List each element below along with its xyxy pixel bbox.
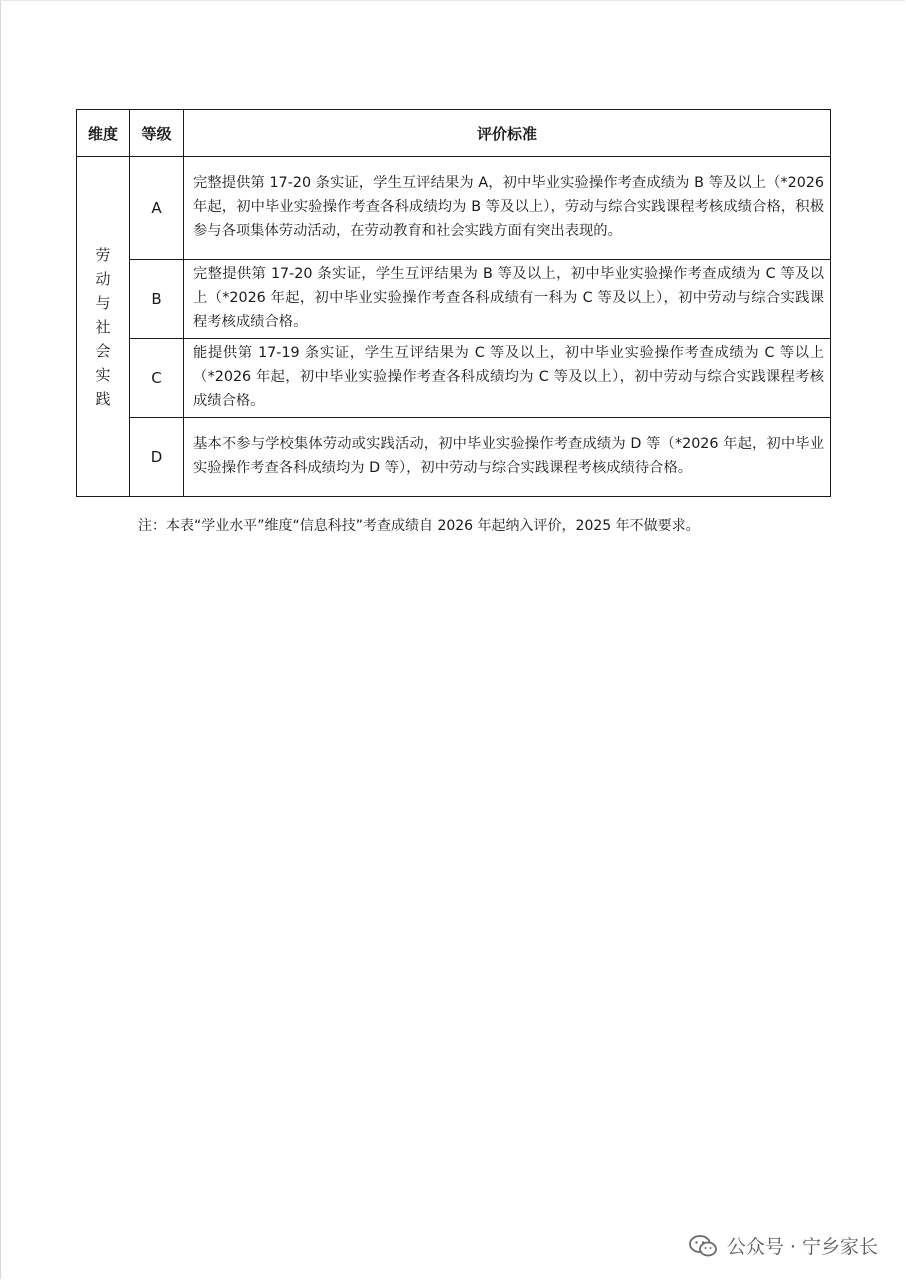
criteria-cell: 完整提供第 17-20 条实证，学生互评结果为 A，初中毕业实验操作考查成绩为 B 等及以上（*2026 年起，初中毕业实验操作考查各科成绩均为 B 等及以上），劳动与综合实践课程考核成绩合格，积极参与各项集体劳动活动，在劳动教育和社会实践方面有突出表现的。 [184,157,831,260]
table-note: 注：本表“学业水平”维度“信息科技”考查成绩自 2026 年起纳入评价，2025 年不做要求。 [138,518,700,534]
header-dimension: 维度 [77,110,130,157]
grade-cell: D [130,418,184,497]
criteria-cell: 能提供第 17-19 条实证，学生互评结果为 C 等及以上，初中毕业实验操作考查成绩为 C 等以上（*2026 年起，初中毕业实验操作考查各科成绩均为 C 等及以上），初中劳动与综合实践课程考核成绩合格。 [184,339,831,418]
dimension-label: 劳动与社会实践 [95,245,111,408]
header-criteria: 评价标准 [184,110,831,157]
table-header-row [77,110,831,157]
wechat-icon [689,1235,717,1257]
table-row [77,157,831,260]
header-grade: 等级 [130,110,184,157]
criteria-table [76,109,831,497]
criteria-cell: 基本不参与学校集体劳动或实践活动，初中毕业实验操作考查成绩为 D 等（*2026 年起，初中毕业实验操作考查各科成绩均为 D 等），初中劳动与综合实践课程考核成绩待合格。 [184,418,831,497]
grade-cell: C [130,339,184,418]
table-row [77,339,831,418]
criteria-cell: 完整提供第 17-20 条实证，学生互评结果为 B 等及以上，初中毕业实验操作考查成绩为 C 等及以上（*2026 年起，初中毕业实验操作考查各科成绩有一科为 C 等及以上），初中劳动与综合实践课程考核成绩合格。 [184,260,831,339]
grade-cell: B [130,260,184,339]
table-row [77,418,831,497]
grade-cell: A [130,157,184,260]
table-row [77,260,831,339]
dimension-cell [77,157,130,497]
watermark-text: 公众号 · 宁乡家长 [726,1236,878,1258]
watermark [689,1232,878,1259]
